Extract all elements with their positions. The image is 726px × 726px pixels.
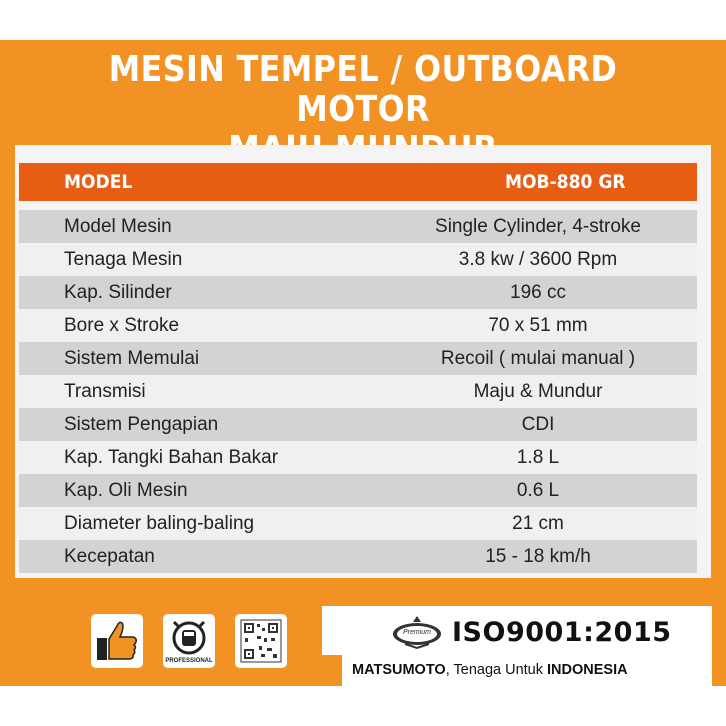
professional-fist-icon [163, 614, 215, 668]
spec-row [19, 408, 697, 441]
badge-label: Premium [402, 629, 431, 636]
title-line-1: MESIN TEMPEL / OUTBOARD MOTOR [108, 49, 618, 130]
spec-value: 21 cm [512, 513, 564, 534]
spec-row [19, 441, 697, 474]
spec-label: Kap. Oli Mesin [64, 480, 188, 501]
spec-label: Sistem Memulai [64, 348, 200, 369]
spec-label: Tenaga Mesin [64, 249, 183, 270]
spec-value: 3.8 kw / 3600 Rpm [458, 249, 618, 270]
spec-row [19, 276, 697, 309]
spec-row [19, 342, 697, 375]
brand-name: MATSUMOTO [352, 662, 446, 678]
thumbs-up-icon [91, 614, 143, 668]
spec-value: Recoil ( mulai manual ) [440, 348, 636, 369]
tagline-middle: , Tenaga Untuk [445, 662, 548, 678]
model-header-label: MODEL [64, 171, 133, 193]
spec-row [19, 210, 697, 243]
spec-value: 70 x 51 mm [488, 315, 588, 336]
iso-certification: ISO9001:2015 [452, 617, 672, 648]
tagline-country: INDONESIA [547, 662, 628, 678]
spec-value: Maju & Mundur [473, 381, 603, 402]
spec-value: 196 cc [510, 282, 566, 303]
spec-label: Kecepatan [64, 546, 155, 567]
spec-row [19, 507, 697, 540]
spec-label: Diameter baling-baling [64, 513, 255, 534]
spec-value: 15 - 18 km/h [485, 546, 591, 567]
spec-label: Kap. Silinder [64, 282, 172, 303]
spec-label: Bore x Stroke [64, 315, 180, 336]
spec-row [19, 474, 697, 507]
premium-badge-icon [391, 614, 443, 650]
professional-label: PROFESSIONAL [165, 658, 213, 664]
spec-label: Model Mesin [64, 216, 172, 237]
qr-code-icon [235, 614, 287, 668]
spec-row [19, 375, 697, 408]
model-header-row [19, 163, 697, 201]
spec-row [19, 540, 697, 573]
spec-value: 1.8 L [516, 447, 560, 468]
spec-table [19, 210, 697, 573]
spec-label: Sistem Pengapian [64, 414, 219, 435]
spec-label: Transmisi [64, 381, 146, 402]
spec-value: Single Cylinder, 4-stroke [435, 216, 641, 237]
spec-value: 0.6 L [516, 480, 560, 501]
brand-tagline [352, 662, 628, 678]
spec-row [19, 309, 697, 342]
spec-row [19, 243, 697, 276]
spec-value: CDI [521, 414, 555, 435]
spec-label: Kap. Tangki Bahan Bakar [64, 447, 279, 468]
model-header-value: MOB-880 GR [505, 171, 626, 193]
